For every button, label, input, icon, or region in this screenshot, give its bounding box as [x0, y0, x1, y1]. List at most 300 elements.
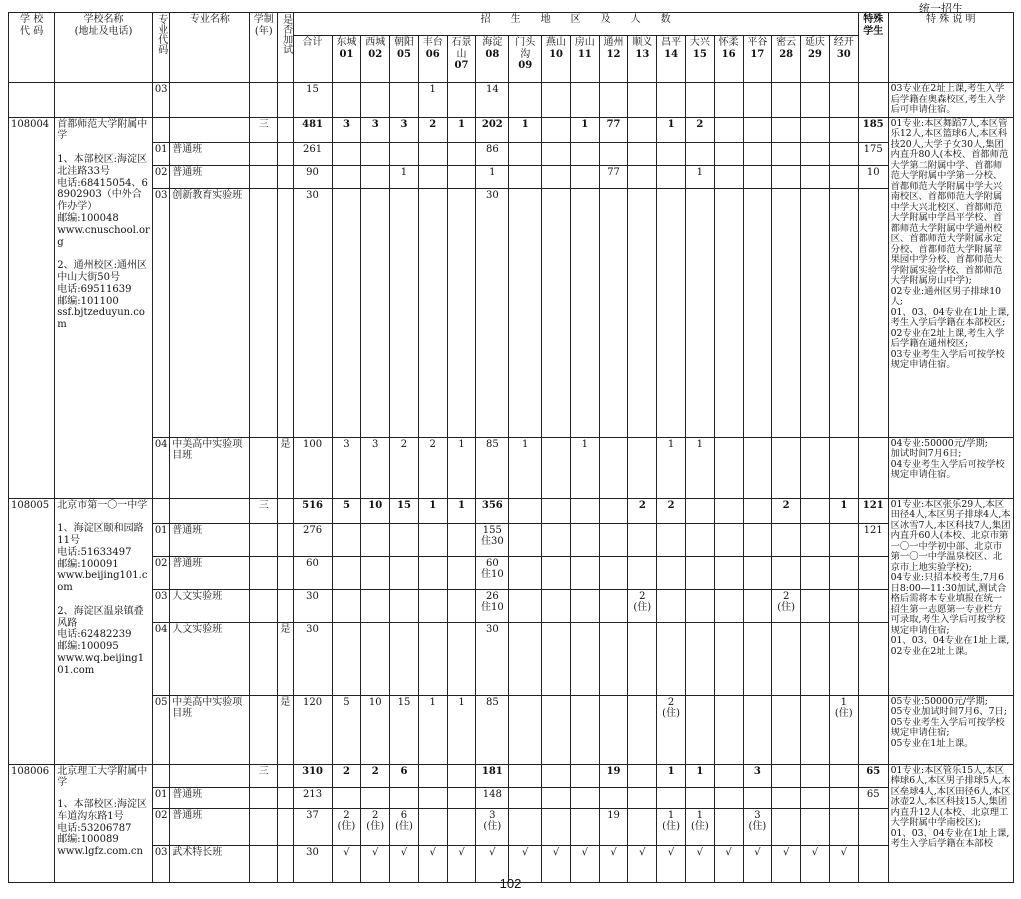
- header-district: [829, 36, 858, 83]
- extra-test-cell: 是: [278, 437, 293, 498]
- duration-cell: [250, 787, 278, 808]
- district-count-cell: 10: [361, 498, 390, 523]
- district-count-cell: [685, 556, 714, 589]
- district-count-cell: [772, 83, 801, 118]
- major-code: 02: [152, 165, 169, 188]
- district-count-cell: [447, 523, 476, 556]
- district-count-cell: [801, 83, 830, 118]
- district-count-cell: 1: [685, 165, 714, 188]
- district-count-cell: [599, 498, 628, 523]
- district-count-cell: [447, 188, 476, 437]
- extra-test-cell: [278, 808, 293, 845]
- extra-test-cell: [278, 83, 293, 118]
- district-count-cell: [509, 83, 542, 118]
- major-name: 人文实验班: [170, 622, 250, 695]
- total-cell: 213: [293, 787, 332, 808]
- district-code: 09: [518, 60, 533, 71]
- district-count-cell: [772, 695, 801, 764]
- total-cell: 100: [293, 437, 332, 498]
- district-name: 燕山: [546, 37, 567, 48]
- district-count-cell: 1: [570, 117, 599, 142]
- duration-cell: [250, 808, 278, 845]
- district-count-cell: [509, 589, 542, 622]
- district-count-cell: 2 (住): [361, 808, 390, 845]
- total-cell: 261: [293, 142, 332, 165]
- extra-test-cell: [278, 523, 293, 556]
- district-count-cell: 1: [447, 498, 476, 523]
- district-count-cell: [628, 188, 657, 437]
- district-count-cell: [801, 117, 830, 142]
- district-count-cell: [801, 165, 830, 188]
- district-count-cell: 2: [657, 498, 686, 523]
- major-code: 04: [152, 437, 169, 498]
- district-count-cell: 3 (住): [743, 808, 772, 845]
- total-cell: 30: [293, 845, 332, 882]
- district-count-cell: [829, 83, 858, 118]
- district-count-cell: [829, 142, 858, 165]
- special-note: 01专业:本区张乐29人,本区田径4人,本区男子排球4人,本区冰雪7人,本区科技7人,集团内直升60人(本校、北京市第一〇一中学初中部、北京市第一〇一中学温泉校区、北京市上地实验学校); 04专业:只招本校考生,7月6日8:00—11:30加试,测试合格后需将本专业填报在统一招生第一志愿第一专业栏方可录取,考生入学后可按学校规定申请住宿; 01、03、04专业在1址上课,02专业在2址上课。: [888, 498, 1013, 695]
- district-count-cell: [332, 523, 361, 556]
- major-row: [9, 523, 1014, 556]
- duration-cell: [250, 622, 278, 695]
- district-count-cell: [542, 764, 571, 787]
- district-count-cell: 30: [476, 188, 509, 437]
- district-count-cell: [418, 622, 447, 695]
- major-name: 创新教育实验班: [170, 188, 250, 437]
- district-count-cell: [599, 83, 628, 118]
- district-count-cell: [570, 142, 599, 165]
- district-count-cell: [657, 165, 686, 188]
- district-count-cell: [657, 556, 686, 589]
- district-count-cell: √: [418, 845, 447, 882]
- extra-test-cell: [278, 764, 293, 787]
- extra-test-cell: [278, 188, 293, 437]
- district-count-cell: [570, 695, 599, 764]
- district-count-cell: √: [685, 845, 714, 882]
- major-code: 04: [152, 622, 169, 695]
- district-count-cell: [714, 589, 743, 622]
- header-extra-test-text: 是否加试: [280, 14, 292, 54]
- header-district: [542, 36, 571, 83]
- district-count-cell: [542, 556, 571, 589]
- district-count-cell: [829, 764, 858, 787]
- district-count-cell: [418, 165, 447, 188]
- special-count-cell: 185: [858, 117, 888, 142]
- district-count-cell: [509, 764, 542, 787]
- major-name: [170, 498, 250, 523]
- district-count-cell: [685, 589, 714, 622]
- district-count-cell: 60 住10: [476, 556, 509, 589]
- major-name: 中美高中实验项目班: [170, 695, 250, 764]
- district-count-cell: [628, 142, 657, 165]
- total-cell: 30: [293, 589, 332, 622]
- district-count-cell: [447, 808, 476, 845]
- district-count-cell: [743, 437, 772, 498]
- school-code-cell: [9, 83, 55, 118]
- major-name: 普通班: [170, 142, 250, 165]
- district-count-cell: 2 (住): [772, 589, 801, 622]
- header-district: [772, 36, 801, 83]
- duration-cell: 三: [250, 764, 278, 787]
- district-count-cell: [542, 523, 571, 556]
- district-count-cell: [685, 188, 714, 437]
- special-count-cell: [858, 437, 888, 498]
- special-count-cell: [858, 83, 888, 118]
- district-count-cell: [801, 808, 830, 845]
- district-count-cell: 15: [390, 498, 419, 523]
- district-count-cell: [509, 498, 542, 523]
- extra-test-cell: [278, 556, 293, 589]
- district-count-cell: [829, 165, 858, 188]
- district-count-cell: [361, 188, 390, 437]
- district-count-cell: √: [361, 845, 390, 882]
- district-count-cell: 1: [657, 117, 686, 142]
- district-count-cell: [628, 83, 657, 118]
- district-count-cell: [628, 622, 657, 695]
- district-count-cell: 85: [476, 695, 509, 764]
- district-count-cell: 5: [332, 695, 361, 764]
- total-cell: 310: [293, 764, 332, 787]
- header-district: [685, 36, 714, 83]
- district-name: 门头沟: [515, 37, 536, 60]
- header-district: [628, 36, 657, 83]
- duration-cell: [250, 589, 278, 622]
- district-count-cell: [570, 622, 599, 695]
- district-count-cell: √: [829, 845, 858, 882]
- district-count-cell: 1: [447, 437, 476, 498]
- total-cell: 60: [293, 556, 332, 589]
- district-code: 16: [721, 48, 736, 60]
- district-count-cell: 85: [476, 437, 509, 498]
- district-count-cell: [361, 589, 390, 622]
- district-name: 朝阳: [393, 37, 414, 48]
- major-code: 01: [152, 142, 169, 165]
- district-count-cell: [772, 764, 801, 787]
- district-count-cell: [714, 188, 743, 437]
- district-count-cell: [542, 437, 571, 498]
- district-count-cell: [599, 556, 628, 589]
- district-count-cell: 2: [685, 117, 714, 142]
- district-count-cell: [542, 165, 571, 188]
- district-name: 怀柔: [718, 37, 739, 48]
- district-count-cell: [418, 523, 447, 556]
- district-count-cell: [772, 188, 801, 437]
- district-count-cell: [743, 188, 772, 437]
- district-code: 10: [549, 48, 563, 60]
- district-count-cell: [714, 764, 743, 787]
- district-count-cell: [570, 556, 599, 589]
- major-name: 武术特长班: [170, 845, 250, 882]
- district-code: 12: [606, 48, 621, 60]
- district-count-cell: [390, 83, 419, 118]
- district-count-cell: 1 (住): [657, 808, 686, 845]
- district-count-cell: [657, 787, 686, 808]
- district-count-cell: √: [570, 845, 599, 882]
- major-name: [170, 764, 250, 787]
- extra-test-cell: 是: [278, 695, 293, 764]
- district-count-cell: 10: [361, 695, 390, 764]
- district-count-cell: √: [657, 845, 686, 882]
- district-count-cell: 2: [332, 764, 361, 787]
- total-cell: 276: [293, 523, 332, 556]
- district-count-cell: [772, 117, 801, 142]
- district-count-cell: [657, 188, 686, 437]
- district-count-cell: [332, 83, 361, 118]
- district-count-cell: [801, 622, 830, 695]
- district-count-cell: [418, 764, 447, 787]
- district-count-cell: [628, 523, 657, 556]
- district-count-cell: [509, 188, 542, 437]
- district-count-cell: [542, 117, 571, 142]
- district-count-cell: 1: [685, 437, 714, 498]
- district-count-cell: [361, 165, 390, 188]
- special-note: 01专业:本区管乐15人,本区棒球6人,本区男子排球5人,本区垒球4人,本区田径6人,本区冰壶2人,本区科技15人,集团内直升12人(本校、北京理工大学附属中学南校区); 01、03、04专业在1址上课,考生入学后学籍在本部校: [888, 764, 1013, 882]
- district-count-cell: 181: [476, 764, 509, 787]
- school-summary-row: [9, 117, 1014, 142]
- district-count-cell: [801, 142, 830, 165]
- district-count-cell: 19: [599, 764, 628, 787]
- district-count-cell: [447, 622, 476, 695]
- district-count-cell: 2: [390, 437, 419, 498]
- special-note: 04专业:50000元/学期; 加试时间7月6日; 04专业考生入学后可按学校规定申请住宿。: [888, 437, 1013, 498]
- extra-test-cell: 是: [278, 622, 293, 695]
- district-code: 02: [368, 48, 383, 60]
- district-count-cell: 1: [447, 695, 476, 764]
- district-count-cell: 2: [361, 764, 390, 787]
- district-count-cell: [801, 589, 830, 622]
- total-cell: 481: [293, 117, 332, 142]
- district-name: 延庆: [804, 37, 825, 48]
- school-name: 北京市第一〇一中学: [57, 499, 148, 511]
- district-count-cell: [801, 556, 830, 589]
- header-notes: 特 殊 说 明: [888, 13, 1013, 83]
- major-row: [9, 142, 1014, 165]
- district-count-cell: [685, 142, 714, 165]
- district-count-cell: √: [628, 845, 657, 882]
- district-count-cell: 2: [418, 117, 447, 142]
- district-count-cell: [714, 808, 743, 845]
- district-count-cell: 1: [829, 498, 858, 523]
- duration-cell: 三: [250, 117, 278, 142]
- district-count-cell: [418, 787, 447, 808]
- district-count-cell: [714, 622, 743, 695]
- district-code: 11: [577, 48, 592, 60]
- district-count-cell: [829, 556, 858, 589]
- major-row: [9, 83, 1014, 118]
- district-count-cell: 202: [476, 117, 509, 142]
- district-name: 西城: [365, 37, 386, 48]
- district-count-cell: [361, 622, 390, 695]
- major-code: 05: [152, 695, 169, 764]
- school-address: 1、本部校区:海淀区车道沟东路1号 电话:53206787 邮编:100089 www.lgfz.com.cn: [57, 799, 147, 858]
- total-cell: 30: [293, 622, 332, 695]
- major-name: 普通班: [170, 787, 250, 808]
- district-count-cell: [542, 808, 571, 845]
- special-count-cell: [858, 808, 888, 845]
- district-count-cell: [390, 188, 419, 437]
- major-row: [9, 589, 1014, 622]
- special-note: 03专业在2址上课,考生入学后学籍在奥森校区,考生入学后可申请住宿。: [888, 83, 1013, 118]
- major-row: [9, 188, 1014, 437]
- district-count-cell: [772, 787, 801, 808]
- duration-cell: [250, 556, 278, 589]
- district-count-cell: [418, 556, 447, 589]
- special-note: 05专业:50000元/学期; 05专业加试时间7月6、7日; 05专业考生入学后可按学校规定申请住宿; 05专业在1址上课。: [888, 695, 1013, 764]
- enrollment-table: [8, 12, 1014, 883]
- district-count-cell: [772, 437, 801, 498]
- district-count-cell: 77: [599, 117, 628, 142]
- district-count-cell: [332, 556, 361, 589]
- district-count-cell: [542, 787, 571, 808]
- page-corner-label: 统一招生: [919, 2, 963, 15]
- district-name: 东城: [336, 37, 357, 48]
- district-count-cell: [657, 622, 686, 695]
- district-count-cell: [599, 523, 628, 556]
- district-count-cell: [447, 83, 476, 118]
- total-cell: 15: [293, 83, 332, 118]
- district-name: 石景山: [451, 37, 472, 60]
- school-summary-row: [9, 498, 1014, 523]
- district-count-cell: 2 (住): [628, 589, 657, 622]
- header-region-title: 招 生 地 区 及 人 数: [293, 13, 858, 36]
- district-count-cell: √: [714, 845, 743, 882]
- district-count-cell: [772, 808, 801, 845]
- special-count-cell: 65: [858, 787, 888, 808]
- district-count-cell: [714, 142, 743, 165]
- district-count-cell: 19: [599, 808, 628, 845]
- total-cell: 90: [293, 165, 332, 188]
- district-code: 01: [339, 48, 354, 60]
- school-address: 1、海淀区颐和园路11号 电话:51633497 邮编:100091 www.beijing101.com 2、海淀区温泉镇叠风路 电话:62482239 邮编:100095 www.wq.beijing101.com: [57, 523, 148, 676]
- district-count-cell: [829, 188, 858, 437]
- district-count-cell: [570, 523, 599, 556]
- district-count-cell: 1: [418, 498, 447, 523]
- district-count-cell: 6: [390, 764, 419, 787]
- header-major-code: [152, 13, 169, 83]
- district-code: 29: [807, 48, 822, 60]
- district-count-cell: [332, 142, 361, 165]
- header-district: [599, 36, 628, 83]
- district-count-cell: [714, 83, 743, 118]
- major-row: [9, 622, 1014, 695]
- header-district: [801, 36, 830, 83]
- district-count-cell: [599, 437, 628, 498]
- district-count-cell: [509, 142, 542, 165]
- district-count-cell: 1: [418, 695, 447, 764]
- duration-cell: [250, 523, 278, 556]
- district-count-cell: [801, 523, 830, 556]
- header-special-students: 特殊 学生: [858, 13, 888, 83]
- district-count-cell: 3: [361, 117, 390, 142]
- district-count-cell: 148: [476, 787, 509, 808]
- district-count-cell: [829, 787, 858, 808]
- header-major-code-text: 专业代码: [155, 14, 167, 54]
- district-count-cell: [743, 787, 772, 808]
- district-count-cell: [628, 165, 657, 188]
- district-count-cell: [361, 523, 390, 556]
- district-count-cell: [599, 589, 628, 622]
- district-count-cell: [801, 188, 830, 437]
- district-count-cell: [743, 695, 772, 764]
- major-code: 02: [152, 808, 169, 845]
- district-count-cell: [801, 498, 830, 523]
- district-count-cell: [361, 142, 390, 165]
- district-count-cell: [390, 142, 419, 165]
- major-code: 03: [152, 845, 169, 882]
- district-count-cell: [801, 764, 830, 787]
- district-count-cell: √: [801, 845, 830, 882]
- district-code: 05: [397, 48, 411, 60]
- district-count-cell: [743, 622, 772, 695]
- duration-cell: [250, 165, 278, 188]
- special-count-cell: [858, 622, 888, 695]
- district-count-cell: [685, 622, 714, 695]
- district-count-cell: [361, 787, 390, 808]
- special-count-cell: [858, 695, 888, 764]
- district-count-cell: √: [332, 845, 361, 882]
- total-cell: 120: [293, 695, 332, 764]
- district-count-cell: [628, 808, 657, 845]
- header-school-code: 学 校 代 码: [9, 13, 55, 83]
- header-row: [9, 13, 1014, 36]
- district-count-cell: [542, 142, 571, 165]
- school-name-address: [55, 117, 153, 498]
- district-count-cell: 1 (住): [829, 695, 858, 764]
- district-count-cell: [390, 787, 419, 808]
- special-count-cell: [858, 188, 888, 437]
- district-count-cell: [743, 83, 772, 118]
- district-count-cell: [628, 437, 657, 498]
- district-count-cell: [714, 117, 743, 142]
- major-code: 03: [152, 83, 169, 118]
- district-count-cell: [743, 117, 772, 142]
- district-count-cell: [447, 556, 476, 589]
- district-count-cell: 1: [476, 165, 509, 188]
- district-count-cell: 2: [628, 498, 657, 523]
- district-count-cell: [509, 808, 542, 845]
- header-extra-test: [278, 13, 293, 83]
- district-count-cell: 3: [743, 764, 772, 787]
- major-code: [152, 117, 169, 142]
- header-district: [657, 36, 686, 83]
- district-count-cell: [685, 787, 714, 808]
- header-district: [570, 36, 599, 83]
- district-count-cell: 26 住10: [476, 589, 509, 622]
- school-name: 首都师范大学附属中学: [57, 118, 148, 142]
- district-code: 28: [779, 48, 794, 60]
- district-name: 昌平: [661, 37, 682, 48]
- district-code: 08: [485, 48, 500, 60]
- district-count-cell: [829, 622, 858, 695]
- district-count-cell: [447, 142, 476, 165]
- district-count-cell: [772, 165, 801, 188]
- district-count-cell: [714, 523, 743, 556]
- district-count-cell: [509, 165, 542, 188]
- district-count-cell: [685, 695, 714, 764]
- district-count-cell: [714, 787, 743, 808]
- district-count-cell: [570, 787, 599, 808]
- major-code: 03: [152, 589, 169, 622]
- district-count-cell: [657, 589, 686, 622]
- district-count-cell: 1: [447, 117, 476, 142]
- district-count-cell: 155 住30: [476, 523, 509, 556]
- district-count-cell: [829, 523, 858, 556]
- school-summary-row: [9, 764, 1014, 787]
- district-count-cell: [542, 188, 571, 437]
- total-cell: 37: [293, 808, 332, 845]
- district-count-cell: [509, 787, 542, 808]
- special-count-cell: 65: [858, 764, 888, 787]
